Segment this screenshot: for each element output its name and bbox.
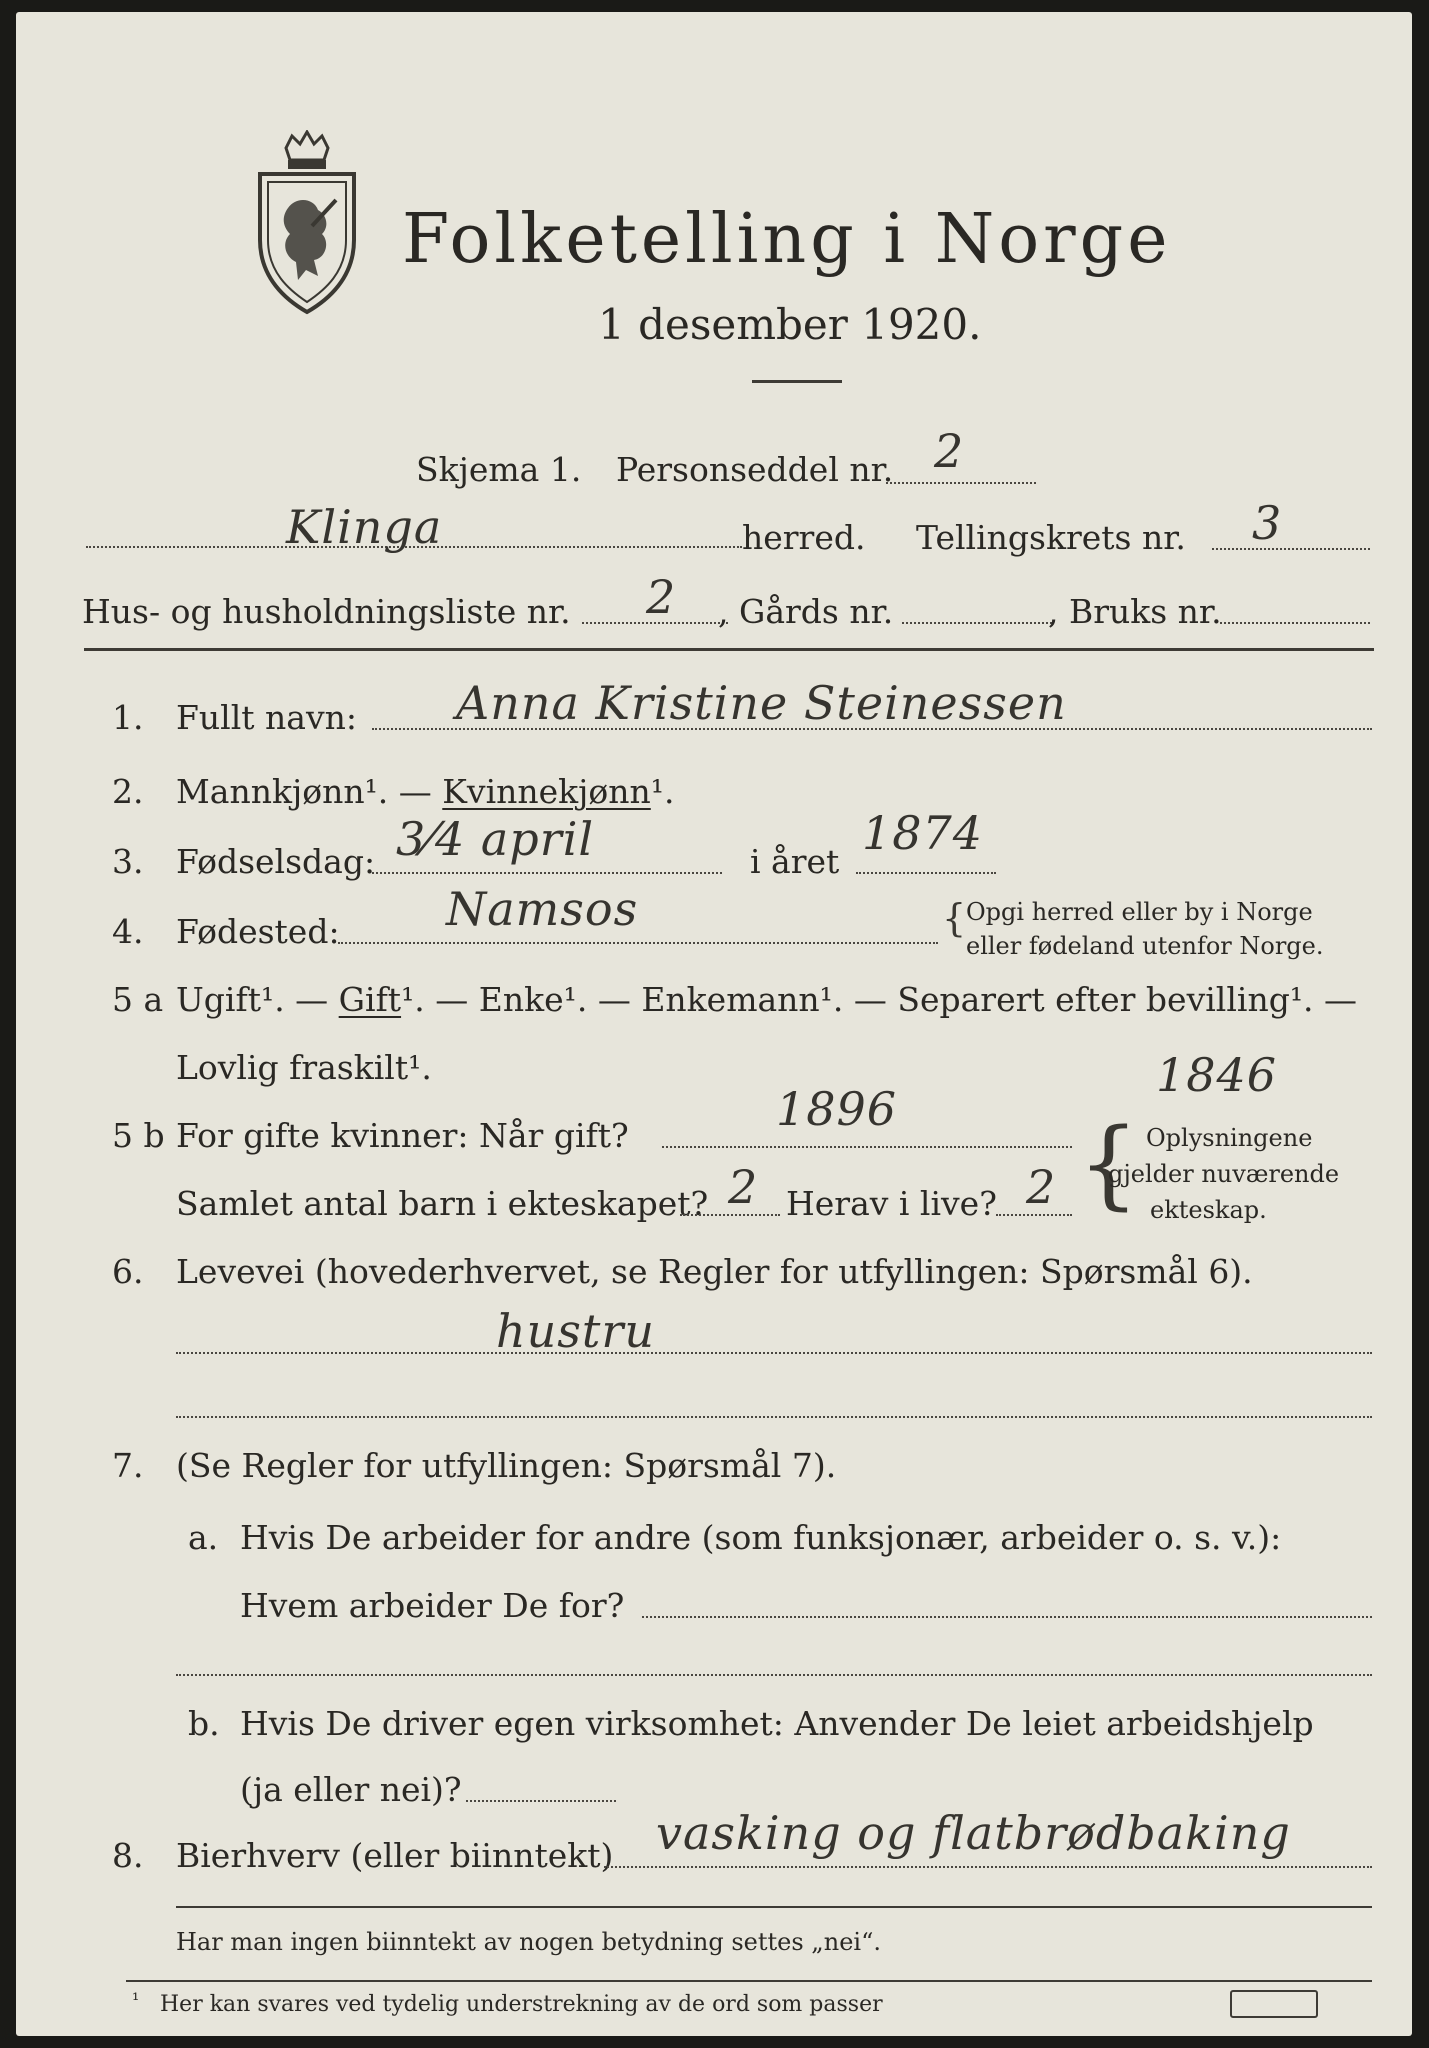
title-divider [752,380,842,383]
q5a-text: Ugift¹. — Gift¹. — Enke¹. — Enkemann¹. — Separert efter bevilling¹. — [176,980,1358,1019]
census-form [16,12,1412,2036]
q7b-text: Hvis De driver egen virksomhet: Anvender De leiet arbeidshjelp [240,1704,1314,1743]
q3-number: 3. [112,842,144,881]
q3-year-line [856,872,996,874]
q5a-number: 5 a [112,980,164,1019]
q5b-brace: { [1078,1108,1140,1220]
bruks-line [1220,622,1370,624]
q6-line-2 [176,1416,1372,1418]
printer-stamp [1230,1990,1318,2018]
q5b-note-1: Oplysningene [1146,1124,1313,1152]
q3-line [372,872,722,874]
personseddel-label: Personseddel nr. [616,450,894,489]
q4-label: Fødested: [176,912,340,951]
q3-year-label: i året [750,842,840,881]
q4-value[interactable]: Namsos [446,882,639,936]
q6-value[interactable]: hustru [496,1304,655,1358]
q6-line-1 [176,1352,1372,1354]
q2-selected-option: Kvinnekjønn [442,772,651,811]
gards-line [902,622,1052,624]
q1-number: 1. [112,698,144,737]
q4-brace: { [942,896,967,940]
q5b-alive-line [996,1214,1072,1216]
q3-year-value[interactable]: 1874 [862,806,984,860]
q1-value[interactable]: Anna Kristine Steinessen [456,676,1067,730]
q5b-label: For gifte kvinner: Når gift? [176,1116,629,1155]
tellingskrets-line [1212,548,1370,550]
form-date: 1 desember 1920. [598,300,982,349]
form-title: Folketelling i Norge [402,200,1172,279]
q6-label: Levevei (hovederhvervet, se Regler for utfyllingen: Spørsmål 6). [176,1252,1253,1291]
q8-number: 8. [112,1836,144,1875]
q7a-line-1 [642,1616,1372,1618]
q5b-extra-value[interactable]: 1846 [1156,1048,1278,1102]
q8-line [604,1866,1372,1868]
herred-value[interactable]: Klinga [286,500,443,554]
norwegian-coat-of-arms-icon [248,130,366,316]
gards-label: , Gårds nr. [718,592,894,631]
footer-rule [176,1906,1372,1908]
q7a-question: Hvem arbeider De for? [240,1586,625,1625]
q5b-value[interactable]: 1896 [776,1082,898,1136]
header-rule [84,648,1374,651]
q5b-note-3: ekteskap. [1150,1196,1267,1224]
q4-note-2: eller fødeland utenfor Norge. [966,932,1324,960]
q5b-alive-value[interactable]: 2 [1026,1160,1057,1214]
q6-number: 6. [112,1252,144,1291]
footnote-mark: ¹ [132,1990,140,2011]
q2-number: 2. [112,772,144,811]
q5a-line2: Lovlig fraskilt¹. [176,1048,432,1087]
q5b-note-2: gjelder nuværende [1108,1160,1340,1188]
q7b-question: (ja eller nei)? [240,1770,462,1809]
footnote: Her kan svares ved tydelig understrekning av de ord som passer [160,1992,883,2017]
tellingskrets-label: Tellingskrets nr. [916,518,1186,557]
q4-line [338,942,938,944]
personseddel-line [886,482,1036,484]
footnote-rule [126,1980,1372,1982]
q8-value[interactable]: vasking og flatbrødbaking [656,1806,1291,1860]
q5b-children-label: Samlet antal barn i ekteskapet? [176,1184,709,1223]
q7b-line [466,1800,616,1802]
bruks-label: , Bruks nr. [1048,592,1222,631]
q5a-selected-option: Gift [338,980,402,1019]
q4-number: 4. [112,912,144,951]
footer-note: Har man ingen biinntekt av nogen betydning settes „nei“. [176,1928,881,1956]
tellingskrets-value[interactable]: 3 [1252,496,1283,550]
husliste-value[interactable]: 2 [646,570,677,624]
q8-label: Bierhverv (eller biinntekt) [176,1836,614,1875]
q5b-alive-label: Herav i live? [786,1184,997,1223]
husliste-label: Hus- og husholdningsliste nr. [82,592,571,631]
q1-label: Fullt navn: [176,698,357,737]
q5b-line [662,1146,1072,1148]
q4-note-1: Opgi herred eller by i Norge [966,898,1313,926]
q3-value[interactable]: 3⁄4 april [396,812,595,866]
q7-number: 7. [112,1446,144,1485]
herred-label: herred. [742,518,866,557]
q7a-text: Hvis De arbeider for andre (som funksjonær, arbeider o. s. v.): [240,1518,1282,1557]
personseddel-value[interactable]: 2 [934,424,965,478]
q7b-letter: b. [188,1704,220,1743]
q7a-letter: a. [188,1518,219,1557]
q3-label: Fødselsdag: [176,842,376,881]
q2-text: Mannkjønn¹. — Kvinnekjønn¹. [176,772,675,811]
q7a-line-2 [176,1674,1372,1676]
q5b-children-line [680,1214,780,1216]
q5b-number: 5 b [112,1116,165,1155]
skjema-label: Skjema 1. [416,450,582,489]
q5b-children-value[interactable]: 2 [728,1160,759,1214]
q7-label: (Se Regler for utfyllingen: Spørsmål 7). [176,1446,837,1485]
